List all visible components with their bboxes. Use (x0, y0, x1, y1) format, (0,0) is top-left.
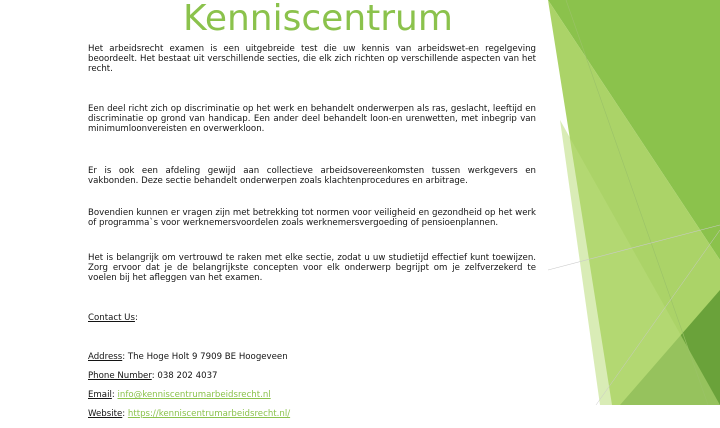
paragraph-intro: Het arbeidsrecht examen is een uitgebreide test die uw kennis van arbeidswet-en regelgeving beoordeelt. Het bestaat uit verschillende secties, die elk zich richten op verschillende aspecten van het recht. (88, 44, 536, 74)
website-separator: : (122, 409, 128, 419)
contact-email (88, 390, 536, 400)
website-label: Website (88, 409, 123, 419)
phone-value: : 038 202 4037 (151, 371, 218, 381)
phone-label: Phone Number (88, 371, 152, 381)
contact-website (88, 409, 536, 419)
website-link[interactable]: https://kenniscentrumarbeidsrecht.nl/ (127, 409, 291, 419)
contact-heading-label: Contact Us (88, 313, 135, 323)
contact-heading-colon: : (134, 313, 138, 323)
paragraph-study-advice: Het is belangrijk om vertrouwd te raken met elke sectie, zodat u uw studietijd effectief kunt toewijzen. Zorg ervoor dat je de belangrijkste concepten voor elk onderwerp begrijpt om je zelfverzekerd te voelen bij het afleggen van het examen. (88, 253, 536, 283)
contact-address (88, 352, 536, 362)
email-label: Email (88, 390, 112, 400)
email-link[interactable]: info@kenniscentrumarbeidsrecht.nl (117, 390, 271, 400)
address-label: Address (88, 352, 123, 362)
address-value: : The Hoge Holt 9 7909 BE Hoogeveen (122, 352, 288, 362)
page-title: Kenniscentrum (183, 0, 453, 39)
email-separator: : (111, 390, 118, 400)
contact-phone (88, 371, 536, 381)
body-text (88, 44, 536, 428)
paragraph-safety-benefits: Bovendien kunnen er vragen zijn met betrekking tot normen voor veiligheid en gezondheid op het werk of programma`s voor werknemersvoordelen zoals werknemersvergoeding of pensioenplannen. (88, 208, 536, 228)
paragraph-discrimination: Een deel richt zich op discriminatie op het werk en behandelt onderwerpen als ras, geslacht, leeftijd en discriminatie op grond van handicap. Een ander deel behandelt loon-en urenwetten, met inbegrip van minimumloonvereisten en overwerkloon. (88, 104, 536, 134)
paragraph-collective-agreements: Er is ook een afdeling gewijd aan collectieve arbeidsovereenkomsten tussen werkgevers en vakbonden. Deze sectie behandelt onderwerpen zoals klachtenprocedures en arbitrage. (88, 166, 536, 186)
contact-heading (88, 313, 536, 323)
